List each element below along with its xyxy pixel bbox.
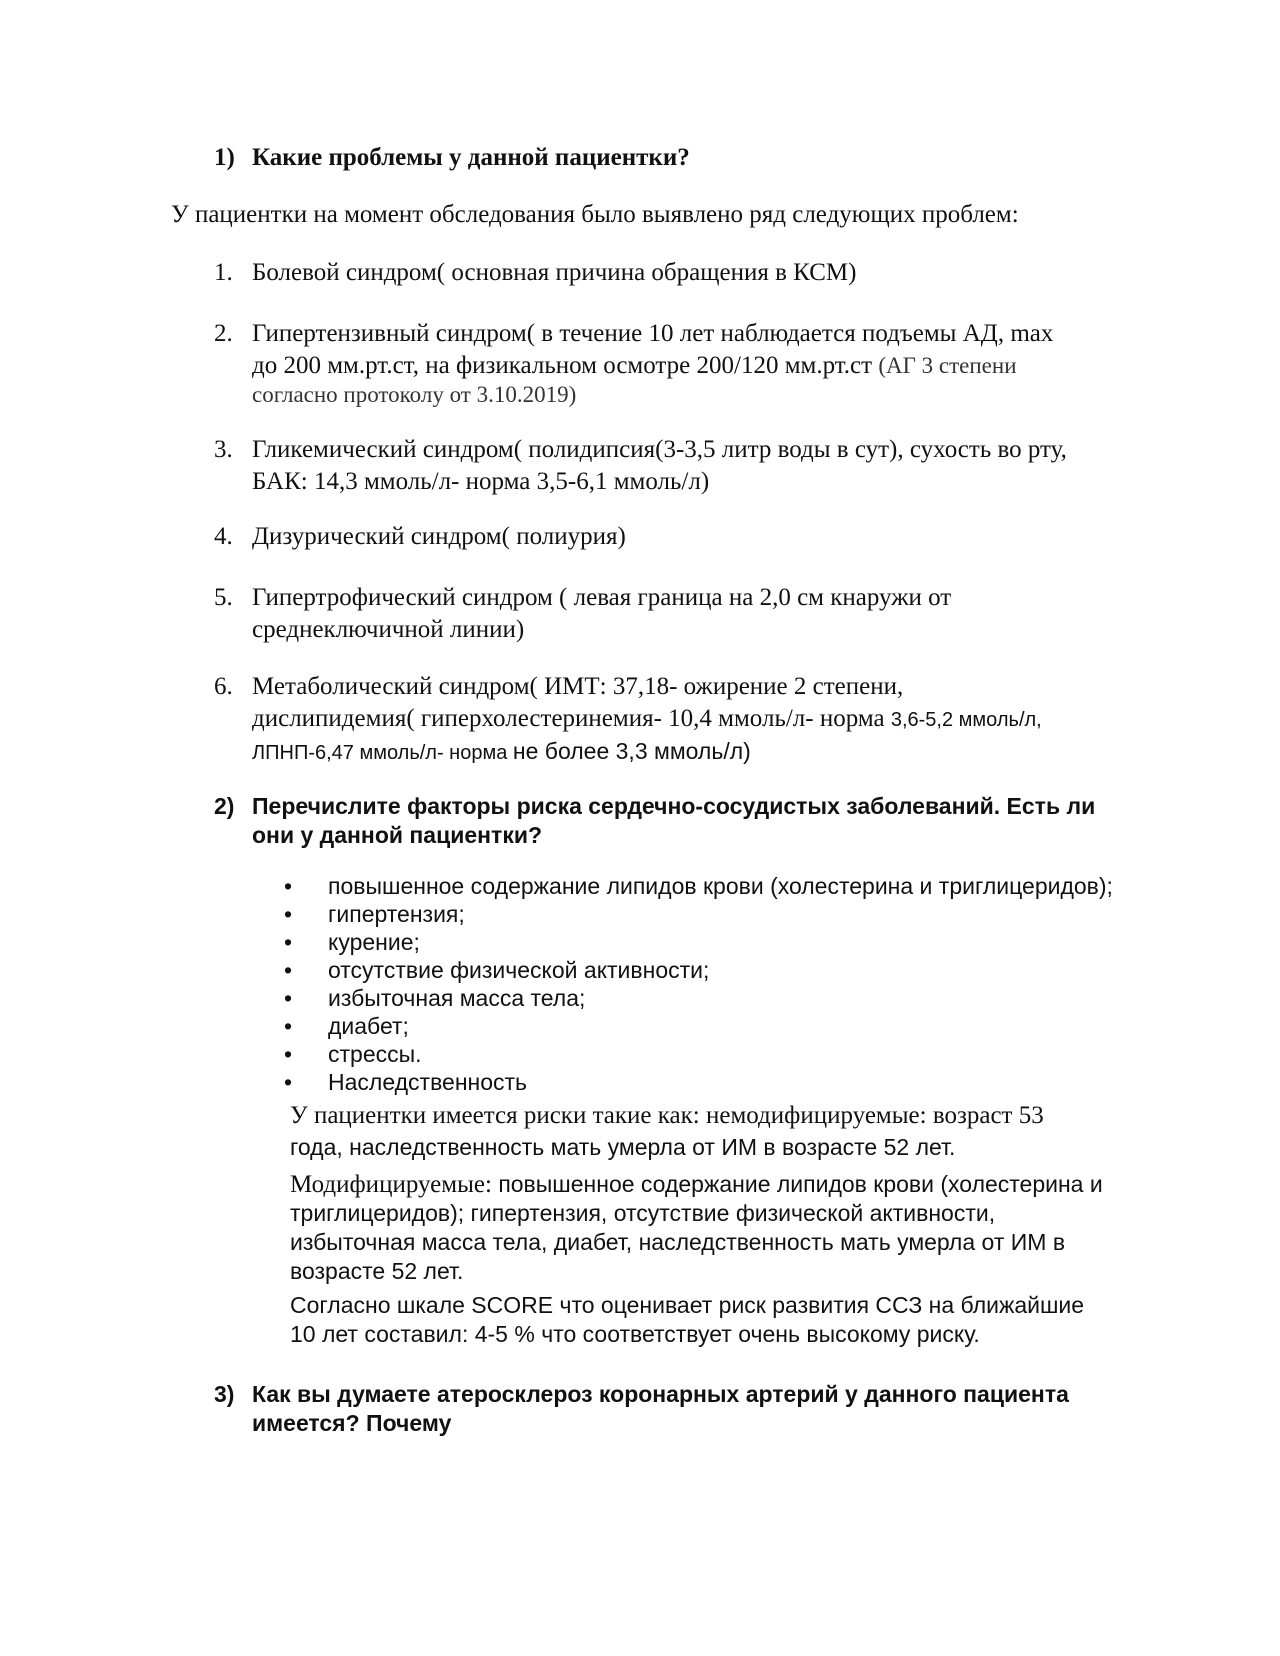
problem-number: 6. (214, 673, 233, 700)
risk-factor-text: гипертензия; (328, 901, 465, 927)
paragraph-lead: Модифицируемые: (290, 1171, 492, 1198)
bullet-icon: • (284, 929, 293, 955)
question-2-line: Перечислите факторы риска сердечно-сосудистых заболеваний. Есть ли (252, 793, 1096, 819)
risk-factor-text: отсутствие физической активности; (328, 957, 710, 983)
question-3-line: имеется? Почему (252, 1410, 452, 1436)
patient-risks-paragraph-1 (290, 1100, 1190, 1162)
paragraph-line: триглицеридов); гипертензия, отсутствие физической активности, (290, 1200, 996, 1226)
problem-line: Дизурический синдром( полиурия) (252, 523, 626, 550)
problem-line: БАК: 14,3 ммоль/л- норма 3,5-6,1 ммоль/л) (252, 468, 710, 495)
problem-number: 4. (214, 523, 233, 550)
risk-factor-text: диабет; (328, 1013, 409, 1039)
paragraph-line: Согласно шкале SCORE что оценивает риск развития ССЗ на ближайшие (290, 1292, 1085, 1318)
risk-factor-text: стрессы. (328, 1041, 422, 1067)
problem-number: 3. (214, 436, 233, 463)
bullet-icon: • (284, 1069, 293, 1095)
paragraph-line: избыточная масса тела, диабет, наследственность мать умерла от ИМ в (290, 1229, 1066, 1255)
question-2-line: они у данной пациентки? (252, 822, 543, 848)
score-paragraph (290, 1291, 1190, 1349)
problem-line: Гипертензивный синдром( в течение 10 лет наблюдается подъемы АД, max (252, 320, 1054, 347)
risk-factor-text: Наследственность (328, 1069, 528, 1095)
patient-risks-paragraph-2 (290, 1170, 1190, 1286)
question-1-text: Какие проблемы у данной пациентки? (252, 144, 690, 171)
paragraph-line: года, наследственность мать умерла от ИМ в возрасте 52 лет. (290, 1134, 956, 1160)
risk-factor-text: избыточная масса тела; (328, 985, 586, 1011)
bullet-icon: • (284, 985, 293, 1011)
bullet-icon: • (284, 873, 293, 899)
problem-note: ЛПНП-6,47 ммоль/л- норма (252, 742, 508, 764)
risk-factor-text: повышенное содержание липидов крови (холестерина и триглицеридов); (328, 873, 1113, 899)
problem-number: 2. (214, 320, 233, 347)
problem-number: 1. (214, 259, 233, 286)
question-2-number: 2) (214, 793, 235, 819)
problem-line: до 200 мм.рт.ст, на физикальном осмотре 200/120 мм.рт.ст (252, 352, 873, 379)
problem-note: 3,6-5,2 ммоль/л, (890, 709, 1042, 731)
paragraph-line: 10 лет составил: 4-5 % что соответствует очень высокому риску. (290, 1321, 980, 1347)
paragraph-line: У пациентки имеется риски такие как: немодифицируемые: возраст 53 (290, 1102, 1044, 1129)
problem-line: Метаболический синдром( ИМТ: 37,18- ожирение 2 степени, (252, 673, 904, 700)
bullet-icon: • (284, 901, 293, 927)
question-1-number: 1) (214, 144, 235, 171)
question-3-number: 3) (214, 1381, 235, 1407)
problem-note: согласно протоколу от 3.10.2019) (252, 382, 577, 407)
paragraph-line: возрасте 52 лет. (290, 1258, 464, 1284)
problem-line: дислипидемия( гиперхолестеринемия- 10,4 ммоль/л- норма (252, 705, 885, 732)
risk-factor-text: курение; (328, 929, 420, 955)
question-3-line: Как вы думаете атеросклероз коронарных артерий у данного пациента (252, 1381, 1069, 1407)
bullet-icon: • (284, 1041, 293, 1067)
problem-line: среднеключичной линии) (252, 616, 525, 643)
problem-note: (АГ 3 степени (878, 353, 1017, 378)
problem-note: не более 3,3 ммоль/л) (512, 738, 751, 764)
problem-number: 5. (214, 584, 233, 611)
paragraph-line: повышенное содержание липидов крови (холестерина и (498, 1171, 1103, 1197)
problem-line: Болевой синдром( основная причина обращения в КСМ) (252, 259, 857, 286)
bullet-icon: • (284, 957, 293, 983)
bullet-icon: • (284, 1013, 293, 1039)
problem-line: Гипертрофический синдром ( левая граница на 2,0 см кнаружи от (252, 584, 952, 611)
problem-line: Гликемический синдром( полидипсия(3-3,5 литр воды в сут), сухость во рту, (252, 436, 1067, 463)
intro-paragraph: У пациентки на момент обследования было выявлено ряд следующих проблем: (171, 201, 1019, 228)
